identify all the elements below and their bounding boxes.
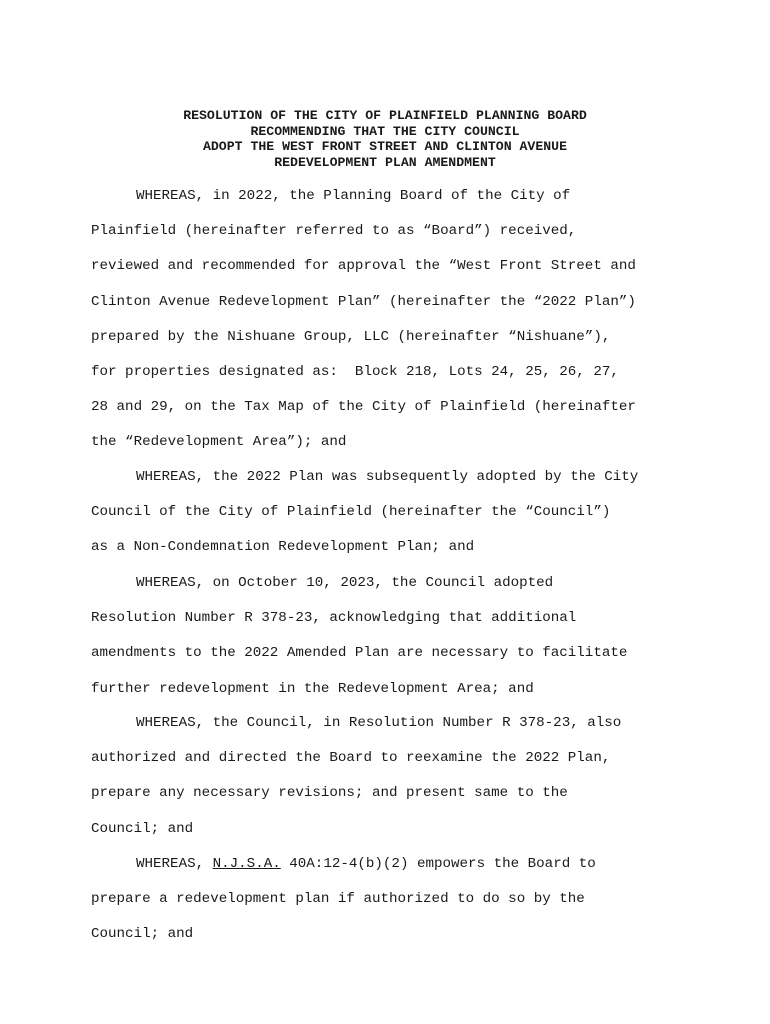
whereas-paragraph-4 [91,706,711,847]
paragraph-line: Resolution Number R 378-23, acknowledging that additional [91,610,577,627]
paragraph-line: Plainfield (hereinafter referred to as “Board”) received, [91,223,577,240]
paragraph-line: prepare any necessary revisions; and present same to the [91,785,568,802]
title-line-2: RECOMMENDING THAT THE CITY COUNCIL [250,123,520,139]
title-line-4: REDEVELOPMENT PLAN AMENDMENT [274,154,496,170]
whereas-paragraph-2 [91,460,711,566]
paragraph-line: Council; and [91,926,194,943]
paragraph-line: further redevelopment in the Redevelopment Area; and [91,680,534,697]
title-line-3: ADOPT THE WEST FRONT STREET AND CLINTON AVENUE [202,139,568,154]
paragraph-text: WHEREAS, [136,856,213,872]
paragraph-line: 28 and 29, on the Tax Map of the City of Plainfield (hereinafter [91,399,636,416]
whereas-paragraph-3 [91,566,711,707]
paragraph-line: prepare a redevelopment plan if authorized to do so by the [91,891,585,908]
resolution-title [0,108,770,170]
statute-citation: N.J.S.A. [212,856,281,872]
paragraph-line: the “Redevelopment Area”); and [91,434,347,451]
paragraph-line: Council; and [91,820,194,837]
title-line-1: RESOLUTION OF THE CITY OF PLAINFIELD PLANNING BOARD [183,108,587,123]
paragraph-line: amendments to the 2022 Amended Plan are necessary to facilitate [91,645,628,662]
paragraph-line [91,847,711,882]
paragraph-line: prepared by the Nishuane Group, LLC (hereinafter “Nishuane”), [91,328,611,345]
paragraph-line: WHEREAS, the Council, in Resolution Number R 378-23, also [136,715,622,731]
whereas-paragraph-5 [91,847,711,953]
paragraph-text: 40A:12-4(b)(2) empowers the Board to [280,856,596,872]
paragraph-line: authorized and directed the Board to reexamine the 2022 Plan, [91,750,611,767]
paragraph-line: Clinton Avenue Redevelopment Plan” (hereinafter the “2022 Plan”) [91,293,636,310]
paragraph-line: WHEREAS, in 2022, the Planning Board of the City of [136,188,571,204]
paragraph-line: reviewed and recommended for approval the “West Front Street and [91,258,636,275]
whereas-paragraph-1 [91,179,711,461]
paragraph-line: Council of the City of Plainfield (hereinafter the “Council”) [91,504,611,521]
paragraph-line: WHEREAS, the 2022 Plan was subsequently adopted by the City [136,469,639,485]
paragraph-line: for properties designated as: Block 218, Lots 24, 25, 26, 27, [91,363,619,380]
paragraph-line: as a Non-Condemnation Redevelopment Plan; and [91,539,475,556]
paragraph-line: WHEREAS, on October 10, 2023, the Council adopted [136,575,554,591]
